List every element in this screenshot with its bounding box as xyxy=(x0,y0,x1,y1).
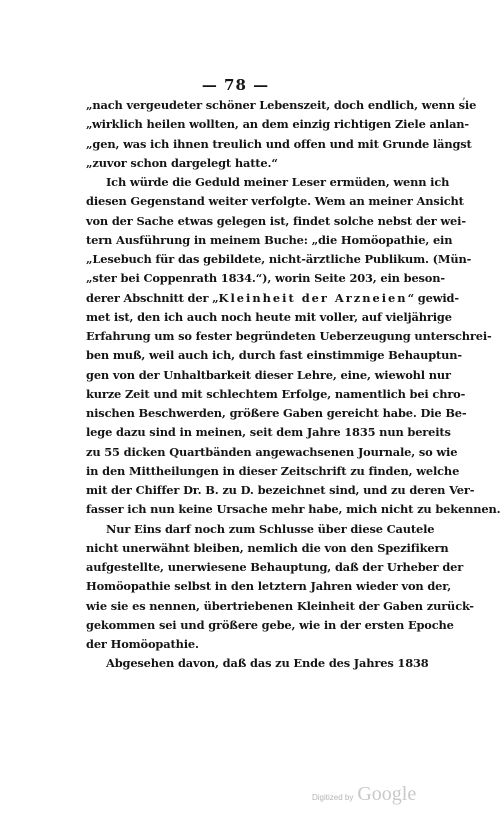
text-line: mit der Chiffer Dr. B. zu D. bezeichnet sind, und zu deren Ver- xyxy=(86,483,475,497)
text-line: diesen Gegenstand weiter verfolgte. Wem an meiner Ansicht xyxy=(86,194,464,209)
text-line: „nach vergeudeter schöner Lebenszeit, doch endlich, wenn sie xyxy=(86,98,477,112)
text-line: ben muß, weil auch ich, durch fast einstimmige Behauptun- xyxy=(86,348,462,363)
text-line: Nur Eins darf noch zum Schlusse über diese Cautele xyxy=(106,521,435,536)
text-line: „wirklich heilen wollten, an dem einzig richtigen Ziele anlan- xyxy=(86,117,470,132)
body-text xyxy=(86,96,500,674)
google-logo: Google xyxy=(357,783,417,805)
text-line: nischen Beschwerden, größere Gaben gereicht habe. Die Be- xyxy=(86,406,467,420)
text-line-end: “ gewid- xyxy=(407,290,459,305)
spaced-phrase: Kleinheit der Arzneien xyxy=(218,290,408,305)
text-line: „Lesebuch für das gebildete, nicht-ärztliche Publikum. (Mün- xyxy=(86,252,472,266)
edge-mark: ‚ xyxy=(462,88,466,102)
text-line: lege dazu sind in meinen, seit dem Jahre 1835 nun bereits xyxy=(86,425,451,440)
text-line: met ist, den ich auch noch heute mit voller, auf vieljährige xyxy=(86,309,452,324)
digitized-by-label: Digitized by xyxy=(312,793,354,802)
text-line: zu 55 dicken Quartbänden angewachsenen Journale, so wie xyxy=(86,444,458,459)
text-line-start: derer Abschnitt der „ xyxy=(86,290,219,305)
text-line: Homöopathie selbst in den letztern Jahren wieder von der, xyxy=(86,579,452,594)
text-line: Ich würde die Geduld meiner Leser ermüden, wenn ich xyxy=(106,175,450,189)
text-line-emphasis xyxy=(86,289,459,308)
text-line: Erfahrung um so fester begründeten Ueberzeugung unterschrei- xyxy=(86,329,492,343)
text-line: wie sie es nennen, übertriebenen Kleinheit der Gaben zurück- xyxy=(86,598,474,613)
text-line: aufgestellte, unerwiesene Behauptung, daß der Urheber der xyxy=(86,560,464,574)
page-number-header: — 78 — xyxy=(201,76,270,94)
text-line: „zuvor schon dargelegt hatte.“ xyxy=(86,155,278,170)
text-line: gen von der Unhaltbarkeit dieser Lehre, eine, wiewohl nur xyxy=(86,367,451,382)
text-line: tern Ausführung in meinem Buche: „die Homöopathie, ein xyxy=(86,232,453,247)
text-line: kurze Zeit und mit schlechtem Erfolge, namentlich bei chro- xyxy=(86,386,466,401)
text-line: „gen, was ich ihnen treulich und offen und mit Grunde längst xyxy=(86,136,472,151)
text-line: nicht unerwähnt bleiben, nemlich die von den Spezifikern xyxy=(86,540,449,555)
text-line: in den Mittheilungen in dieser Zeitschrift zu finden, welche xyxy=(86,463,460,478)
text-line: Abgesehen davon, daß das zu Ende des Jahres 1838 xyxy=(106,656,429,671)
text-line: „ster bei Coppenrath 1834.“), worin Seite 203, ein beson- xyxy=(86,271,445,286)
text-line: fasser ich nun keine Ursache mehr habe, mich nicht zu bekennen. xyxy=(86,502,500,517)
digitized-by-google-watermark xyxy=(312,783,416,806)
text-line: von der Sache etwas gelegen ist, findet solche nebst der wei- xyxy=(86,213,466,228)
text-line: der Homöopathie. xyxy=(86,637,199,651)
text-line: gekommen sei und größere gebe, wie in der ersten Epoche xyxy=(86,617,454,632)
